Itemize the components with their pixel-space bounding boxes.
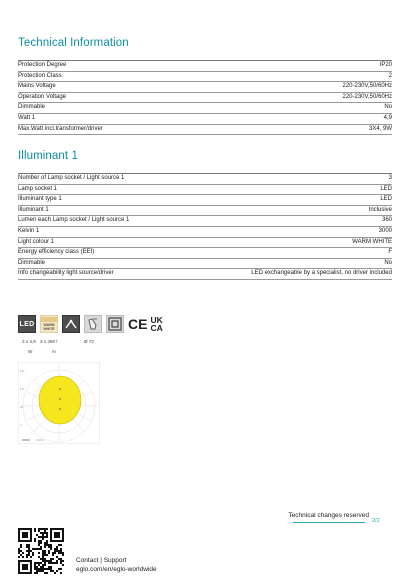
illuminant-spec-row bbox=[18, 269, 392, 280]
ce-mark: CE bbox=[128, 316, 148, 332]
lumen-unit-label: m bbox=[52, 349, 56, 354]
illuminant-spec-value: LED exchangeable by a specialist, no driver included bbox=[251, 270, 392, 277]
qr-code[interactable] bbox=[18, 528, 64, 574]
warm-icon-label-2: WHITE bbox=[43, 327, 55, 331]
diameter-label: Ø 72 bbox=[84, 339, 94, 344]
spec-label: Dimmable bbox=[18, 104, 46, 111]
spec-row bbox=[18, 82, 392, 93]
light-distribution-diagram bbox=[18, 362, 100, 444]
spec-row bbox=[18, 72, 392, 83]
protection-class-icon bbox=[106, 315, 124, 333]
illuminant-spec-label: Illuminant type 1 bbox=[18, 196, 62, 203]
spec-value: 2 bbox=[388, 72, 392, 79]
illuminant-table bbox=[18, 173, 392, 280]
light-distribution-curve bbox=[39, 376, 81, 424]
watt-unit-label: W bbox=[28, 349, 33, 354]
contact-url-link[interactable]: eglo.com/en/eglo-worldwide bbox=[76, 566, 157, 573]
illuminant-spec-row bbox=[18, 216, 392, 227]
illuminant-spec-row bbox=[18, 259, 392, 270]
spec-label: Max.Watt incl.transformer/driver bbox=[18, 125, 103, 132]
spec-label: Protection Degree bbox=[18, 62, 67, 68]
contact-block bbox=[76, 556, 157, 574]
spec-row bbox=[18, 125, 392, 136]
illuminant-spec-row bbox=[18, 185, 392, 196]
svg-text:180: 180 bbox=[20, 370, 25, 373]
spec-value: No bbox=[384, 104, 392, 111]
hand-pointer-icon bbox=[84, 315, 102, 333]
spec-label: Watt 1 bbox=[18, 114, 36, 121]
page-number: 2/2 bbox=[372, 518, 380, 524]
illuminant-spec-label: Number of Lamp socket / Light source 1 bbox=[18, 175, 125, 181]
protection-class-icon-graphic bbox=[107, 316, 123, 332]
illuminant-spec-value: WARM WHITE bbox=[352, 238, 392, 245]
illuminant-spec-label: Lumen each Lamp socket / Light source 1 bbox=[18, 217, 130, 224]
spec-value: 220-230V,50/60Hz bbox=[342, 83, 392, 90]
spec-value: 4,9 bbox=[383, 114, 392, 121]
illuminant-spec-row bbox=[18, 227, 392, 238]
beam-angle-icon bbox=[62, 315, 80, 333]
spec-value: 3X4, 9W bbox=[368, 125, 392, 132]
contact-support-text: Contact | Support bbox=[76, 557, 127, 564]
technical-changes-note: Technical changes reserved bbox=[288, 512, 369, 519]
svg-text:120: 120 bbox=[20, 388, 25, 391]
illuminant-spec-label: Energy efficiency class (EEI) bbox=[18, 249, 95, 256]
spec-row bbox=[18, 114, 392, 125]
spec-row bbox=[18, 93, 392, 104]
illuminant-spec-value: F bbox=[388, 249, 392, 256]
light-distribution-graphic bbox=[18, 362, 100, 444]
illuminant-spec-value: Inclusive bbox=[368, 206, 392, 213]
watt-label: 3 x 4,9 bbox=[22, 339, 36, 344]
technical-information-title: Technical Information bbox=[18, 37, 129, 49]
illuminant-spec-row bbox=[18, 195, 392, 206]
spec-label: Protection Class bbox=[18, 72, 62, 79]
illuminant-spec-label: Illuminant 1 bbox=[18, 206, 49, 213]
spec-value: 220-230V,50/60Hz bbox=[342, 93, 392, 100]
spec-value: IP20 bbox=[379, 62, 392, 68]
illuminant-spec-label: Info changeability light source/driver bbox=[18, 270, 114, 277]
illuminant-title: Illuminant 1 bbox=[18, 150, 79, 162]
illuminant-spec-row bbox=[18, 206, 392, 217]
illuminant-spec-value: No bbox=[384, 259, 392, 266]
illuminant-spec-label: Dimmable bbox=[18, 259, 46, 266]
illuminant-spec-value: 360 bbox=[381, 217, 392, 224]
feature-icons-row bbox=[18, 312, 163, 336]
led-icon bbox=[18, 315, 36, 333]
illuminant-spec-value: 3 bbox=[388, 175, 392, 181]
illuminant-spec-label: Lamp socket 1 bbox=[18, 185, 58, 192]
svg-text:0: 0 bbox=[20, 424, 22, 427]
illuminant-spec-row bbox=[18, 238, 392, 249]
warm-white-band bbox=[40, 317, 58, 322]
technical-information-table bbox=[18, 60, 392, 135]
beam-angle-icon-graphic bbox=[63, 316, 79, 332]
spec-row bbox=[18, 61, 392, 72]
hand-pointer-icon-graphic bbox=[85, 316, 101, 332]
illuminant-spec-row bbox=[18, 248, 392, 259]
lumen-label: 3 x 360 l bbox=[40, 339, 58, 344]
led-icon-label: LED bbox=[19, 320, 35, 328]
svg-text:60: 60 bbox=[20, 406, 23, 409]
ukca-mark bbox=[150, 316, 162, 332]
page-divider-line bbox=[293, 522, 365, 523]
warm-white-icon bbox=[40, 315, 58, 333]
qr-code-graphic bbox=[18, 528, 64, 574]
ukca-mark-uk: UK bbox=[150, 315, 163, 325]
spec-label: Mains Voltage bbox=[18, 83, 56, 90]
illuminant-spec-value: 3000 bbox=[378, 227, 392, 234]
ukca-mark-ca: CA bbox=[150, 323, 163, 333]
spec-row bbox=[18, 103, 392, 114]
illuminant-spec-label: Kelvin 1 bbox=[18, 227, 40, 234]
spec-label: Operation Voltage bbox=[18, 93, 67, 100]
illuminant-spec-row bbox=[18, 174, 392, 185]
certification-marks bbox=[128, 316, 163, 332]
illuminant-spec-label: Light colour 1 bbox=[18, 238, 55, 245]
illuminant-spec-value: LED bbox=[380, 185, 392, 192]
illuminant-spec-value: LED bbox=[380, 196, 392, 203]
warm-icon-label-1: WARM bbox=[43, 323, 55, 327]
